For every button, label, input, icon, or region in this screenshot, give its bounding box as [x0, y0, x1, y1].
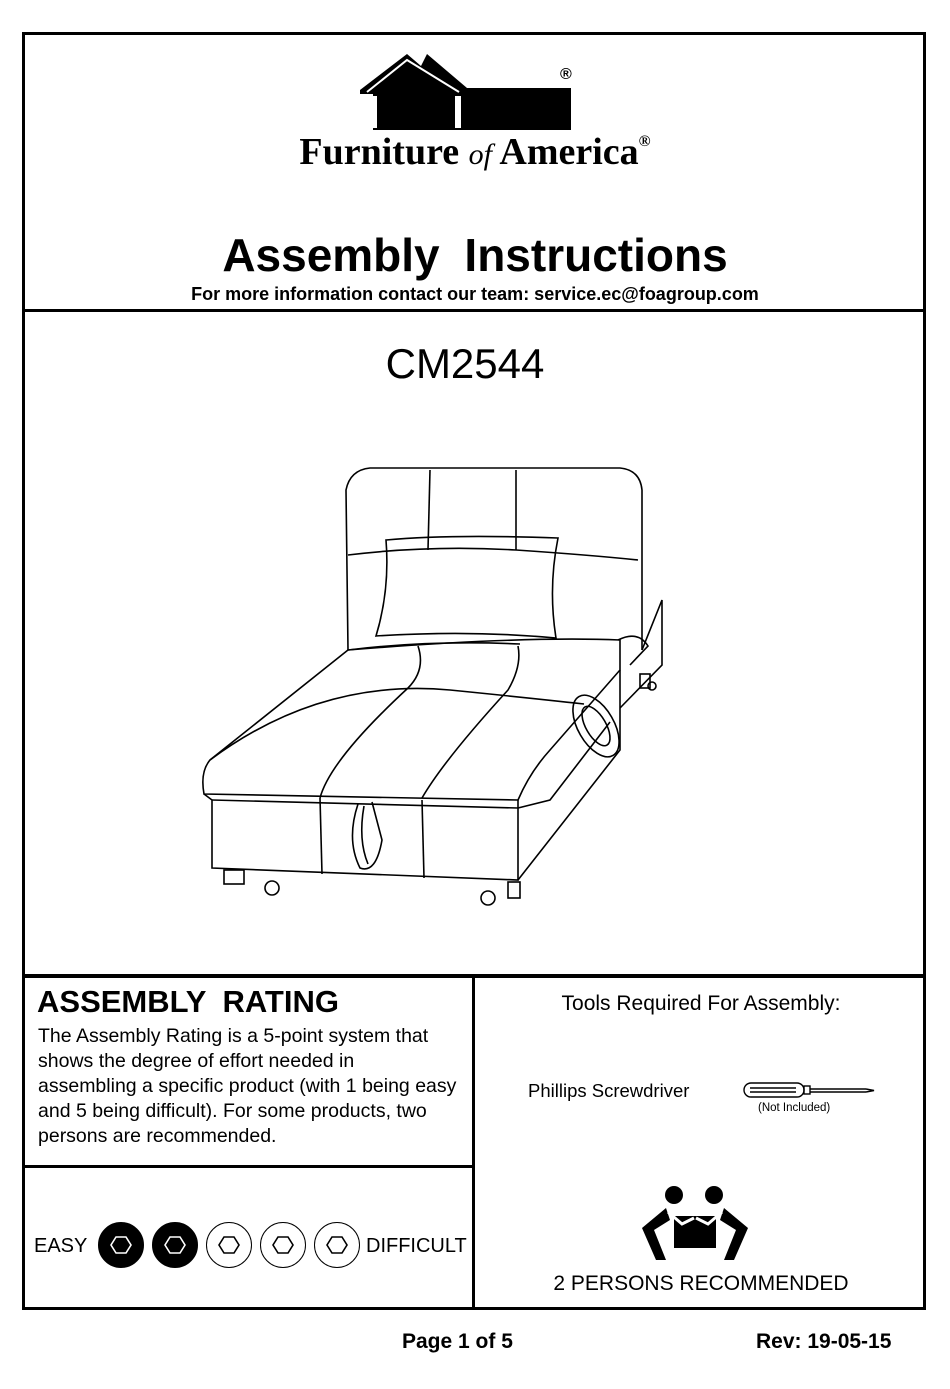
bottom-column-divider: [472, 976, 475, 1310]
sofa-bed-illustration: [190, 460, 670, 910]
hex-icon: [218, 1235, 240, 1255]
tool-note: (Not Included): [758, 1102, 831, 1114]
rating-description: The Assembly Rating is a 5-point system that shows the degree of effort needed in assembling a specific product (with 1 being easy and 5 being difficult). For some products, two persons are recommended.: [38, 1025, 457, 1147]
tools-heading: Tools Required For Assembly:: [561, 992, 841, 1015]
brand-word-furniture: Furniture: [299, 131, 460, 173]
header-divider: [22, 309, 926, 312]
rating-dot-5: [314, 1222, 360, 1268]
rating-dot-3: [206, 1222, 252, 1268]
scale-difficult-label: DIFFICULT: [366, 1235, 467, 1257]
scale-easy-label: EASY: [34, 1235, 88, 1257]
hex-icon: [110, 1235, 132, 1255]
model-number: CM2544: [385, 340, 545, 387]
tool-name: Phillips Screwdriver: [528, 1080, 690, 1101]
brand-registered-mark: ®: [638, 133, 651, 150]
page-number: Page 1 of 5: [402, 1330, 513, 1353]
hex-icon: [326, 1235, 348, 1255]
hex-icon: [164, 1235, 186, 1255]
revision-label: Rev: 19-05-15: [756, 1330, 892, 1353]
screwdriver-icon: [742, 1080, 878, 1102]
page-title: Assembly Instructions: [222, 229, 728, 281]
hex-icon: [272, 1235, 294, 1255]
two-persons-icon: [636, 1184, 754, 1268]
house-logo-icon: [355, 50, 575, 134]
rating-dot-4: [260, 1222, 306, 1268]
persons-recommended-label: 2 PERSONS RECOMMENDED: [553, 1272, 849, 1295]
logo-registered-mark: ®: [560, 66, 572, 83]
contact-line: For more information contact our team: service.ec@foagroup.com: [191, 284, 759, 304]
rating-divider: [22, 1165, 474, 1168]
brand-word-america: America: [499, 131, 639, 173]
brand-name: [0, 130, 950, 174]
rating-heading: ASSEMBLY RATING: [37, 984, 339, 1019]
brand-word-of: of: [468, 138, 492, 171]
rating-dot-1: [98, 1222, 144, 1268]
rating-dot-2: [152, 1222, 198, 1268]
